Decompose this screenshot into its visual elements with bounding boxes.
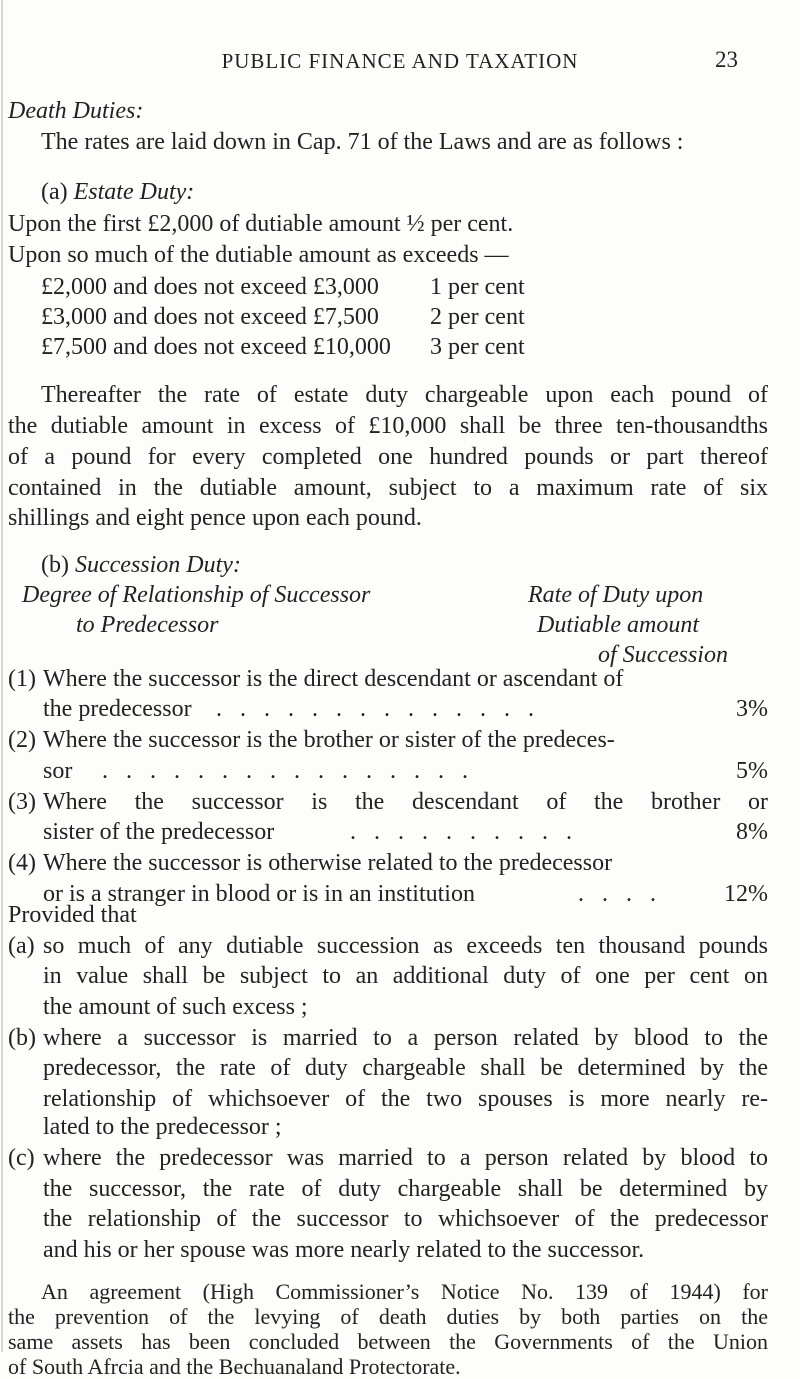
proviso-line: the amount of such excess ; <box>43 994 308 1020</box>
proviso-line: predecessor, the rate of duty chargeable shall be determined by the <box>43 1055 768 1081</box>
proviso-label: (c) <box>8 1145 35 1171</box>
paragraph-line: of a pound for every completed one hundred pounds or part thereof <box>8 444 768 470</box>
agreement-line: same assets has been concluded between the Governments of the Union <box>8 1329 768 1354</box>
succession-row-text: the predecessor <box>43 696 192 722</box>
estate-band-range: £2,000 and does not exceed £3,000 <box>41 274 379 300</box>
succession-row-text: or is a stranger in blood or is in an institution <box>43 881 475 907</box>
succession-rate: 5% <box>736 758 768 784</box>
page-number: 23 <box>715 47 738 72</box>
proviso-lead: Provided that <box>8 902 137 928</box>
leader-dots: . . . . . . . . . . . . . . <box>216 696 540 722</box>
estate-first-band: Upon the first £2,000 of dutiable amount ½ per cent. <box>8 211 514 237</box>
intro-paragraph: The rates are laid down in Cap. 71 of the Laws and are as follows : <box>41 129 684 155</box>
succession-row-text: Where the successor is the brother or sister of the predeces- <box>43 727 615 753</box>
section-heading: Death Duties: <box>8 98 144 124</box>
succession-row-number: (3) <box>8 789 36 815</box>
proviso-line: so much of any dutiable succession as exceeds ten thousand pounds <box>43 933 768 959</box>
succession-row-text: sister of the predecessor <box>43 819 275 845</box>
estate-band-rate: 2 per cent <box>430 304 525 330</box>
paragraph-line: the dutiable amount in excess of £10,000 shall be three ten-thousandths <box>8 413 768 439</box>
proviso-line: the relationship of the successor to whichsoever of the predecessor <box>43 1206 768 1232</box>
page-header <box>0 49 800 79</box>
succession-row-number: (1) <box>8 666 36 692</box>
column-header-rate: Dutiable amount <box>537 612 699 638</box>
succession-row-number: (2) <box>8 727 36 753</box>
succession-row-text: Where the successor is the direct descendant or ascendant of <box>43 666 624 692</box>
succession-row-text: Where the successor is the descendant of the brother or <box>43 789 768 815</box>
paragraph-line: shillings and eight pence upon each pound. <box>8 505 422 531</box>
proviso-line: and his or her spouse was more nearly related to the successor. <box>43 1237 645 1263</box>
estate-excess-intro: Upon so much of the dutiable amount as exceeds — <box>8 242 509 268</box>
paragraph-line: Thereafter the rate of estate duty chargeable upon each pound of <box>41 382 768 408</box>
column-header-rate: of Succession <box>598 642 728 668</box>
succession-rate: 12% <box>724 881 768 907</box>
agreement-line: An agreement (High Commissioner’s Notice No. 139 of 1944) for <box>41 1279 768 1304</box>
agreement-line: the prevention of the levying of death duties by both parties on the <box>8 1304 768 1329</box>
running-head: PUBLIC FINANCE AND TAXATION <box>221 49 579 73</box>
succession-rate: 8% <box>736 819 768 845</box>
proviso-line: in value shall be subject to an additional duty of one per cent on <box>43 963 768 989</box>
estate-band-rate: 3 per cent <box>430 334 525 360</box>
estate-band-rate: 1 per cent <box>430 274 525 300</box>
leader-dots: . . . . . . . . . . <box>350 819 578 845</box>
estate-duty-heading: (a) Estate Duty: <box>41 179 195 205</box>
proviso-line: where a successor is married to a person related by blood to the <box>43 1025 768 1051</box>
proviso-line: lated to the predecessor ; <box>43 1114 282 1140</box>
succession-row-number: (4) <box>8 850 36 876</box>
proviso-line: relationship of whichsoever of the two spouses is more nearly re- <box>43 1086 768 1112</box>
column-header-relationship: Degree of Relationship of Successor <box>22 582 371 608</box>
proviso-line: the successor, the rate of duty chargeable shall be determined by <box>43 1176 768 1202</box>
proviso-label: (b) <box>8 1025 36 1051</box>
estate-band-range: £3,000 and does not exceed £7,500 <box>41 304 379 330</box>
succession-row-text: sor <box>43 758 73 784</box>
proviso-line: where the predecessor was married to a person related by blood to <box>43 1145 768 1171</box>
paragraph-line: contained in the dutiable amount, subject to a maximum rate of six <box>8 475 768 501</box>
succession-row-text: Where the successor is otherwise related to the predecessor <box>43 850 613 876</box>
agreement-line: of South Afrcia and the Bechuanaland Protectorate. <box>8 1354 461 1379</box>
succession-duty-heading: (b) Succession Duty: <box>41 552 241 578</box>
leader-dots: . . . . . . . . . . . . . . . . <box>102 758 474 784</box>
succession-rate: 3% <box>736 696 768 722</box>
column-header-rate: Rate of Duty upon <box>528 582 704 608</box>
proviso-label: (a) <box>8 933 35 959</box>
estate-band-range: £7,500 and does not exceed £10,000 <box>41 334 391 360</box>
page-edge-shadow <box>1 0 3 1352</box>
column-header-relationship: to Predecessor <box>76 612 219 638</box>
leader-dots: . . . . <box>578 881 662 907</box>
